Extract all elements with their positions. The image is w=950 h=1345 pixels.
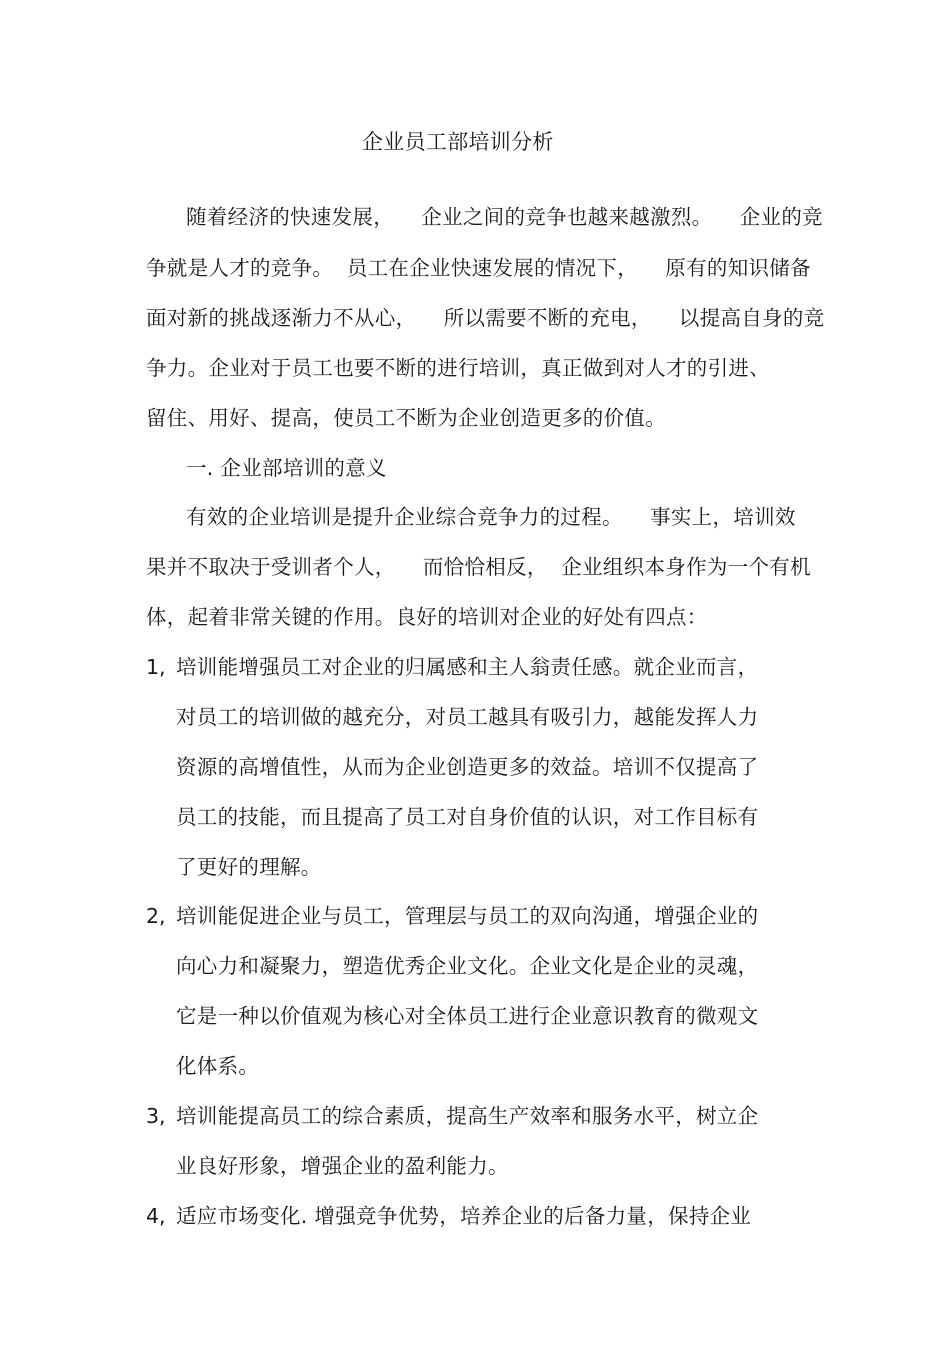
list-item-line: 向心力和凝聚力，塑造优秀企业文化。企业文化是企业的灵魂， <box>176 954 759 978</box>
list-item-number: 4, <box>146 1204 166 1228</box>
section-heading: 一. 企业部培训的意义 <box>186 456 387 480</box>
intro-line-3: 面对新的挑战逐渐力不从心， 所以需要不断的充电， 以提高自身的竞 <box>146 306 825 330</box>
list-item-line: 培训能增强员工对企业的归属感和主人翁责任感。就企业而言， <box>176 655 759 679</box>
section-para-line-1: 有效的企业培训是提升企业综合竞争力的过程。 事实上，培训效 <box>186 505 796 529</box>
list-item-line: 它是一种以价值观为核心对全体员工进行企业意识教育的微观文 <box>176 1004 759 1028</box>
list-item-line: 了更好的理解。 <box>176 855 322 879</box>
list-item-line: 资源的高增值性，从而为企业创造更多的效益。培训不仅提高了 <box>176 755 759 779</box>
intro-line-2: 争就是人才的竞争。 员工在企业快速发展的情况下， 原有的知识储备 <box>146 256 811 280</box>
list-item-line: 化体系。 <box>176 1054 260 1078</box>
list-item-number: 2, <box>146 904 166 928</box>
intro-line-5: 留住、用好、提高，使员工不断为企业创造更多的价值。 <box>146 406 666 430</box>
list-item-line: 员工的技能，而且提高了员工对自身价值的认识，对工作目标有 <box>176 805 759 829</box>
section-para-line-3: 体，起着非常关键的作用。良好的培训对企业的好处有四点： <box>146 605 708 629</box>
list-item-number: 3, <box>146 1104 166 1128</box>
list-item-number: 1, <box>146 655 166 679</box>
page-title: 企业员工部培训分析 <box>362 130 554 154</box>
list-item-line: 培训能提高员工的综合素质，提高生产效率和服务水平，树立企 <box>176 1104 759 1128</box>
list-item-line: 适应市场变化. 增强竞争优势，培养企业的后备力量，保持企业 <box>176 1204 752 1228</box>
list-item-line: 业良好形象，增强企业的盈利能力。 <box>176 1154 509 1178</box>
list-item-line: 对员工的培训做的越充分，对员工越具有吸引力，越能发挥人力 <box>176 705 759 729</box>
list-item-line: 培训能促进企业与员工，管理层与员工的双向沟通，增强企业的 <box>176 904 759 928</box>
section-para-line-2: 果并不取决于受训者个人， 而恰恰相反， 企业组织本身作为一个有机 <box>146 555 811 579</box>
intro-line-4: 争力。企业对于员工也要不断的进行培训，真正做到对人才的引进、 <box>146 356 770 380</box>
intro-line-1: 随着经济的快速发展， 企业之间的竞争也越来越激烈。 企业的竞 <box>186 205 823 229</box>
